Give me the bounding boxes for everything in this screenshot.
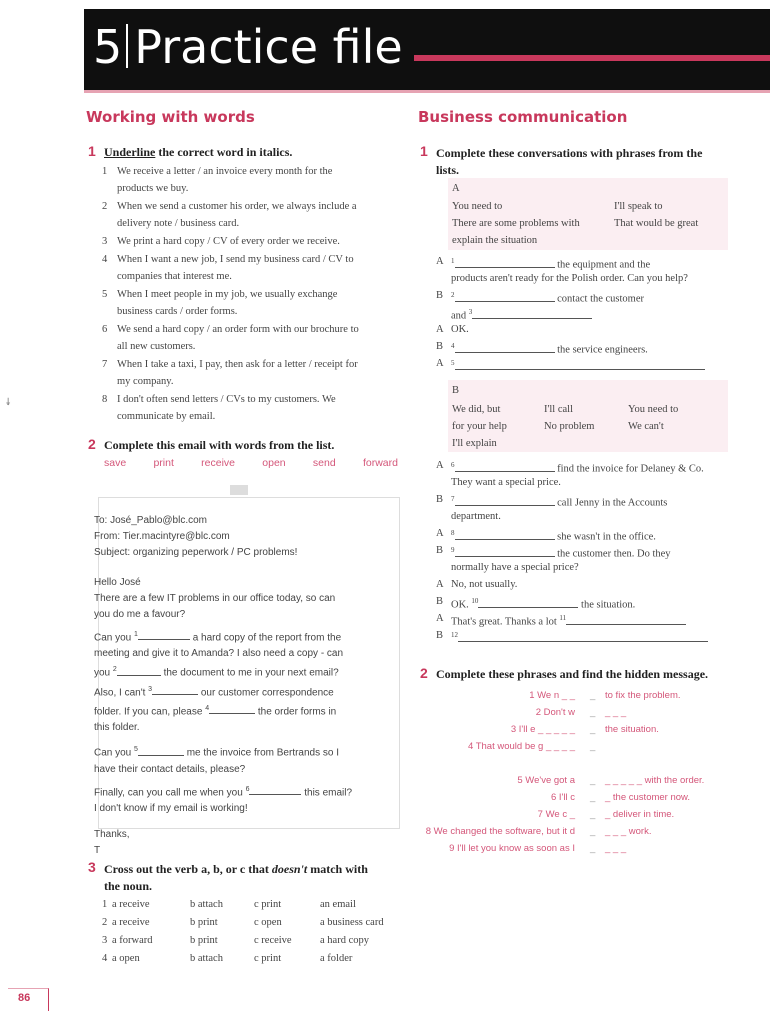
email-from: From: Tier.macintyre@blc.com: [94, 531, 230, 542]
blank-number: 1: [451, 257, 455, 265]
puzzle-left: 9 I'll let you know as soon as I: [449, 843, 575, 854]
dialog-text: the service engineers.: [557, 344, 648, 356]
answer-blank: [566, 614, 686, 625]
cell-b: b print: [190, 917, 218, 928]
puzzle-left: 7 We c _: [537, 809, 575, 820]
cell-n: 4: [102, 953, 108, 964]
email-line: There are a few IT problems in our office today, so can: [94, 593, 336, 604]
hidden-letter-slot: _: [590, 843, 596, 854]
phrase: There are some problems with: [452, 218, 580, 229]
list-label: B: [452, 385, 460, 396]
exercise-item: [102, 356, 402, 390]
phrase: explain the situation: [452, 235, 538, 246]
table-row: [102, 932, 402, 950]
dialog-text: products aren't ready for the Polish order. Can you help?: [451, 273, 688, 284]
word-list-item: save: [104, 457, 127, 469]
puzzle-row: [400, 809, 740, 825]
cell-c: c receive: [254, 935, 292, 946]
puzzle-row: [400, 690, 740, 706]
hidden-letter-slot: _: [590, 724, 596, 735]
banner-accent-stripe: [414, 55, 770, 61]
puzzle-left: 3 I'll e _ _ _ _ _: [510, 724, 575, 735]
speaker: B: [436, 494, 444, 505]
speaker: B: [436, 545, 444, 556]
table-row: [102, 896, 402, 914]
puzzle-left: 1 We n _ _: [529, 690, 575, 701]
dialog-text: call Jenny in the Accounts: [557, 497, 668, 509]
blank-number: 3: [468, 308, 473, 316]
unit-number: 5: [93, 20, 123, 74]
blank-number: 4: [451, 342, 455, 350]
exercise-instruction: Complete these phrases and find the hidden message.: [436, 667, 709, 681]
puzzle-row: [400, 843, 740, 859]
item-number: 2: [102, 201, 108, 212]
puzzle-row: [400, 775, 740, 791]
section-heading-working-with-words: Working with words: [86, 108, 255, 126]
cell-a: a forward: [112, 935, 153, 946]
phrase: That would be great: [614, 218, 699, 229]
phrase: You need to: [452, 201, 503, 212]
item-text: delivery note / business card.: [117, 218, 240, 229]
puzzle-left: 5 We've got a: [517, 775, 575, 786]
speaker: A: [436, 324, 444, 335]
puzzle-row: [400, 792, 740, 808]
phrase-column: [628, 401, 678, 435]
speaker: A: [436, 358, 444, 369]
blank-number: 5: [451, 359, 455, 367]
phrase: No problem: [544, 421, 595, 432]
instruction-rest: the correct word in italics.: [158, 145, 293, 159]
answer-blank: [472, 308, 592, 319]
blank-number: 2: [451, 291, 455, 299]
exercise-instruction: Complete this email with words from the list.: [104, 438, 335, 452]
dialog-line: [436, 304, 728, 321]
phrase-column: [614, 198, 698, 232]
verb-noun-table: [102, 896, 402, 968]
cell-a: a receive: [112, 917, 150, 928]
dialog-text: OK.: [451, 599, 469, 611]
cell-c: c open: [254, 917, 282, 928]
speaker: A: [436, 528, 444, 539]
email-line: you do me a favour?: [94, 609, 186, 620]
phrase: I'll call: [544, 404, 574, 415]
hidden-letter-slot: _: [590, 792, 596, 803]
phrase: We did, but: [452, 404, 501, 415]
dialog-text: normally have a special price?: [451, 562, 579, 573]
answer-blank: [455, 342, 555, 353]
item-text: When I want a new job, I send my business card / CV to: [117, 254, 354, 265]
puzzle-left: 2 Don't w: [535, 707, 575, 718]
dialog-line: [436, 559, 728, 576]
speaker: B: [436, 341, 444, 352]
email-signature: T: [94, 844, 101, 856]
blank-number: 7: [451, 495, 455, 503]
dialog-line: [436, 610, 728, 627]
phrase-column: [544, 401, 594, 435]
dialog-text: They want a special price.: [451, 477, 561, 488]
item-text: communicate by email.: [117, 411, 216, 422]
cell-b: b print: [190, 935, 218, 946]
section-heading-business-communication: Business communication: [418, 108, 628, 126]
phrase-column: [452, 198, 580, 249]
word-list-item: open: [262, 457, 286, 469]
email-greeting: Hello José: [94, 577, 141, 588]
item-number: 8: [102, 394, 108, 405]
item-text: We receive a letter / an invoice every month for the: [117, 166, 333, 177]
cell-a: a receive: [112, 899, 150, 910]
word-list-item: receive: [201, 457, 236, 469]
answer-blank: [455, 359, 705, 370]
answer-blank: [455, 546, 555, 557]
puzzle-left: 8 We changed the software, but it d: [425, 826, 575, 837]
dialog-text: department.: [451, 511, 501, 522]
answer-blank: [455, 495, 555, 506]
dialog-line: [436, 287, 728, 304]
dialog-text: No, not usually.: [451, 579, 518, 590]
dialog-line: [436, 457, 728, 474]
table-row: [102, 950, 402, 968]
item-text: products we buy.: [117, 183, 189, 194]
cell-n: 2: [102, 917, 108, 928]
answer-blank: [478, 597, 578, 608]
exercise-instruction: Complete these conversations with phrases from the lists.: [436, 146, 703, 177]
cell-noun: an email: [320, 899, 356, 910]
hidden-letter-slot: _: [590, 707, 596, 718]
exercise-instruction: Cross out the verb a, b, or c that doesn't match with the noun.: [104, 862, 368, 893]
answer-blank: [458, 631, 708, 642]
cell-n: 1: [102, 899, 108, 910]
dialog-text: the equipment and the: [557, 259, 651, 271]
blank-number: 11: [559, 614, 567, 622]
speaker: A: [436, 579, 444, 590]
dialog-line: [436, 576, 728, 593]
item-text: business cards / order forms.: [117, 306, 238, 317]
cell-noun: a folder: [320, 953, 353, 964]
puzzle-row: [400, 724, 740, 740]
exercise-item: [102, 286, 402, 320]
item-text: When we send a customer his order, we always include a: [117, 201, 357, 212]
cell-noun: a business card: [320, 917, 384, 928]
puzzle-left: 6 I'll c: [551, 792, 575, 803]
exercise-number: 3: [88, 859, 96, 875]
item-text: I don't often send letters / CVs to my customers. We: [117, 394, 336, 405]
cell-n: 3: [102, 935, 108, 946]
exercise-number: 2: [88, 436, 96, 452]
dialog-line: [436, 253, 728, 270]
puzzle-right: to fix the problem.: [605, 690, 681, 701]
answer-blank: [455, 461, 555, 472]
puzzle-row: [400, 707, 740, 723]
answer-blank: [455, 257, 555, 268]
exercise-instruction: [104, 145, 292, 160]
item-text: all new customers.: [117, 341, 196, 352]
item-number: 6: [102, 324, 108, 335]
speaker: A: [436, 613, 444, 624]
blank-number: 8: [451, 529, 455, 537]
blank-number: 6: [451, 461, 455, 469]
dialog-line: [436, 355, 728, 372]
email-signoff: Thanks,: [94, 828, 130, 840]
dialog-text: the situation.: [581, 599, 636, 611]
cell-b: b attach: [190, 899, 223, 910]
item-number: 1: [102, 166, 108, 177]
hidden-letter-slot: _: [590, 741, 596, 752]
puzzle-left: 4 That would be g _ _ _ _: [467, 741, 575, 752]
cell-a: a open: [112, 953, 140, 964]
dialog-line: [436, 627, 728, 644]
table-row: [102, 914, 402, 932]
banner-underline: [84, 90, 770, 93]
exercise-item: [102, 251, 402, 285]
item-text: my company.: [117, 376, 174, 387]
speaker: A: [436, 256, 444, 267]
speaker: B: [436, 630, 444, 641]
margin-mark: ↡: [4, 397, 13, 408]
blank-number: 12: [451, 631, 458, 639]
dialog-line: [436, 525, 728, 542]
exercise-item: [102, 321, 402, 355]
dialog-text: she wasn't in the office.: [557, 531, 656, 543]
phrase-column: [452, 401, 507, 452]
speaker: B: [436, 290, 444, 301]
dialog-text: OK.: [451, 324, 469, 335]
answer-blank: [455, 291, 555, 302]
unit-title-text: Practice file: [134, 20, 403, 74]
item-text: When I meet people in my job, we usually exchange: [117, 289, 338, 300]
dialog-text: and: [451, 310, 467, 322]
item-text: companies that interest me.: [117, 271, 232, 282]
speaker: B: [436, 596, 444, 607]
unit-title: [93, 14, 403, 80]
word-list: [104, 457, 398, 469]
puzzle-right: _ deliver in time.: [605, 809, 675, 820]
puzzle-row: [400, 826, 740, 842]
item-number: 7: [102, 359, 108, 370]
cell-b: b attach: [190, 953, 223, 964]
item-number: 4: [102, 254, 108, 265]
exercise-item: [102, 391, 402, 425]
hidden-letter-slot: _: [590, 690, 596, 701]
phrase: We can't: [628, 421, 664, 432]
dialog-text: find the invoice for Delaney & Co.: [557, 463, 704, 475]
puzzle-right: _ the customer now.: [605, 792, 691, 803]
puzzle-right: _ _ _ _ _ with the order.: [605, 775, 705, 786]
hidden-letter-slot: _: [590, 775, 596, 786]
blank-number: 9: [451, 546, 455, 554]
dialog-line: [436, 321, 728, 338]
item-number: 5: [102, 289, 108, 300]
dialog-text: the customer then. Do they: [557, 548, 671, 560]
puzzle-right: _ _ _ work.: [605, 826, 652, 837]
dialog-line: [436, 270, 728, 287]
email-body: To: José_Pablo@blc.com From: Tier.macintyre@blc.com Subject: organizing peperwork / PC problems! Hello José There are a few IT problems in our office today, so can you do me a favour? Can you $^1$ a hard copy of the report from the meeting and give it to Amanda? I also need a copy - can you $^2$ the document to me in your next email? Also, I can't $^3$ our customer correspondence folder. If you can, please $^4$ the order forms in this folder. Can you $^5$ me the invoice from Bertrands so I have their contact details, please? Finally, can you call me when you $^6$ this email? I don't know if my email is working! Thanks, T: [94, 513, 399, 859]
blank-number: 10: [471, 597, 479, 605]
exercise-item: [102, 233, 402, 250]
item-text: When I take a taxi, I pay, then ask for a letter / receipt for: [117, 359, 358, 370]
word-list-item: print: [153, 457, 174, 469]
hidden-letter-slot: _: [590, 826, 596, 837]
hidden-letter-slot: _: [590, 809, 596, 820]
phrase: for your help: [452, 421, 507, 432]
list-label: A: [452, 183, 460, 194]
exercise-number: 2: [420, 665, 428, 681]
item-text: We send a hard copy / an order form with our brochure to: [117, 324, 359, 335]
item-number: 3: [102, 236, 108, 247]
dialog-line: [436, 542, 728, 559]
item-text: We print a hard copy / CV of every order we receive.: [117, 236, 340, 247]
conversation-b: [436, 457, 728, 644]
page-number: 86: [18, 992, 31, 1004]
conversation-a: [436, 253, 728, 372]
dialog-line: [436, 338, 728, 355]
dialog-line: [436, 508, 728, 525]
word-list-item: send: [312, 457, 336, 469]
puzzle-row: [400, 741, 740, 757]
dialog-text: That's great. Thanks a lot: [451, 616, 557, 628]
instruction-underlined: Underline: [104, 145, 156, 159]
exercise-number: 1: [88, 143, 96, 159]
speaker: A: [436, 460, 444, 471]
scan-mark: [230, 485, 248, 495]
email-subject: Subject: organizing peperwork / PC problems!: [94, 547, 298, 558]
puzzle-right: the situation.: [605, 724, 659, 735]
phrase: You need to: [628, 404, 679, 415]
puzzle-right: _ _ _: [605, 707, 627, 718]
cell-noun: a hard copy: [320, 935, 369, 946]
phrase: I'll explain: [452, 438, 497, 449]
puzzle-right: _ _ _: [605, 843, 627, 854]
phrase: I'll speak to: [614, 201, 663, 212]
exercise-items: [102, 163, 402, 426]
exercise-number: 1: [420, 143, 428, 159]
dialog-line: [436, 593, 728, 610]
email-to: To: José_Pablo@blc.com: [94, 515, 207, 526]
exercise-item: [102, 163, 402, 197]
dialog-line: [436, 474, 728, 491]
dialog-line: [436, 491, 728, 508]
word-list-item: forward: [362, 457, 398, 469]
cell-c: c print: [254, 899, 282, 910]
cell-c: c print: [254, 953, 282, 964]
exercise-item: [102, 198, 402, 232]
answer-blank: [455, 529, 555, 540]
dialog-text: contact the customer: [557, 293, 645, 305]
